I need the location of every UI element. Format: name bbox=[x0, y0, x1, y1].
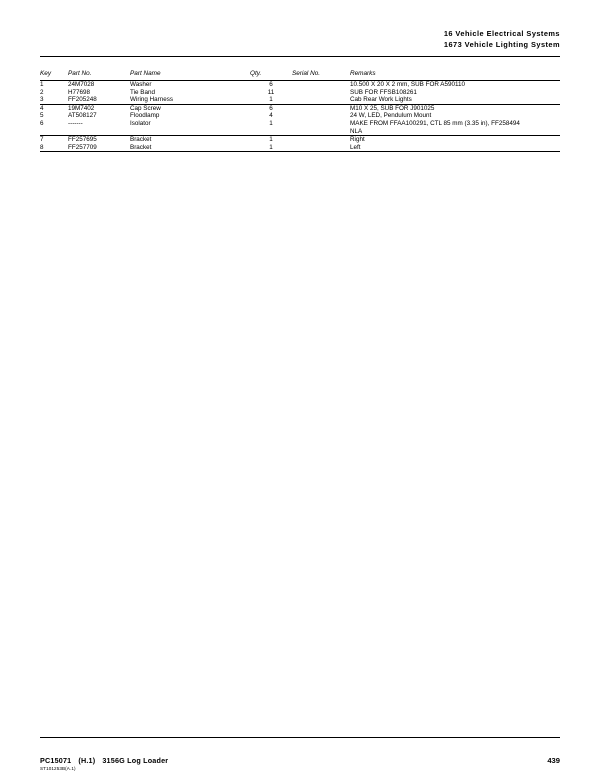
cell-remarks-line1: MAKE FROM FFAA100291, CTL 85 mm (3.35 in), FF258494 bbox=[350, 119, 520, 127]
footer-page-number: 439 bbox=[547, 756, 560, 765]
footer-manual-no: PC15071 bbox=[40, 756, 72, 765]
cell-serial-no bbox=[292, 144, 350, 152]
cell-remarks: 24 W, LED, Pendulum Mount bbox=[350, 112, 432, 120]
cell-key: 7 bbox=[40, 136, 44, 144]
cell-part-no: FF205248 bbox=[68, 96, 97, 104]
cell-part-no: FF257709 bbox=[68, 143, 97, 151]
table-row bbox=[40, 89, 560, 97]
column-header-serial-no: Serial No. bbox=[292, 70, 321, 77]
column-header-part-no: Part No. bbox=[68, 70, 92, 77]
cell-qty: 1 bbox=[269, 96, 273, 104]
cell-part-name: Wiring Harness bbox=[130, 96, 174, 104]
cell-qty: 1 bbox=[269, 119, 273, 127]
cell-serial-no bbox=[292, 105, 350, 113]
cell-part-name: Isolator bbox=[130, 119, 151, 127]
table-row bbox=[40, 112, 560, 120]
cell-part-name: Floodlamp bbox=[130, 112, 160, 120]
cell-qty: 6 bbox=[269, 81, 273, 88]
cell-remarks-line2: NLA bbox=[350, 127, 363, 135]
cell-part-name: Tie Band bbox=[130, 88, 155, 96]
cell-qty: 1 bbox=[269, 136, 273, 144]
table-row bbox=[40, 136, 560, 144]
footer-revision: (H.1) bbox=[78, 756, 96, 765]
table-header-row bbox=[40, 70, 560, 81]
cell-serial-no bbox=[292, 136, 350, 144]
table-row bbox=[40, 144, 560, 152]
cell-qty: 1 bbox=[269, 143, 273, 151]
cell-key: 2 bbox=[40, 88, 44, 96]
cell-key: 3 bbox=[40, 96, 44, 104]
table-bottom-rule bbox=[40, 152, 560, 153]
cell-part-no: 19M7402 bbox=[68, 104, 95, 112]
cell-remarks: Left bbox=[350, 143, 361, 151]
table-row bbox=[40, 105, 560, 113]
cell-remarks: Right bbox=[350, 136, 365, 144]
header-subsection: 1673 Vehicle Lighting System bbox=[443, 40, 560, 49]
cell-remarks: SUB FOR FFSB108261 bbox=[350, 88, 417, 96]
cell-qty: 11 bbox=[267, 88, 275, 96]
cell-qty: 4 bbox=[269, 112, 273, 120]
cell-remarks bbox=[350, 120, 560, 136]
cell-remarks: M10 X 25, SUB FOR J901025 bbox=[350, 104, 435, 112]
parts-table-body bbox=[40, 81, 560, 153]
page-header bbox=[444, 28, 560, 50]
cell-part-no: AT508127 bbox=[68, 112, 97, 120]
cell-serial-no bbox=[292, 120, 350, 136]
table-row bbox=[40, 96, 560, 104]
cell-key: 4 bbox=[40, 104, 44, 112]
footer-doc-info bbox=[40, 756, 168, 765]
cell-part-no: 24M7028 bbox=[68, 81, 95, 88]
table-row bbox=[40, 81, 560, 89]
cell-part-name: Bracket bbox=[130, 143, 152, 151]
parts-table-container bbox=[40, 70, 560, 152]
footer-doc-code: ST101253B(A.1) bbox=[40, 766, 76, 771]
cell-part-no: ------- bbox=[68, 119, 83, 127]
table-row bbox=[40, 120, 560, 136]
column-header-key: Key bbox=[40, 70, 52, 77]
column-header-remarks: Remarks bbox=[350, 70, 376, 77]
cell-key: 1 bbox=[40, 81, 44, 88]
cell-part-name: Washer bbox=[130, 81, 152, 88]
cell-remarks: Cab Rear Work Lights bbox=[350, 96, 412, 104]
cell-part-no: FF257695 bbox=[68, 136, 97, 144]
cell-qty: 6 bbox=[269, 104, 273, 112]
header-section: 16 Vehicle Electrical Systems bbox=[443, 29, 560, 38]
cell-serial-no bbox=[292, 96, 350, 104]
footer-divider bbox=[40, 737, 560, 738]
cell-key: 5 bbox=[40, 112, 44, 120]
cell-key: 6 bbox=[40, 119, 44, 127]
cell-part-no: H77698 bbox=[68, 88, 91, 96]
column-header-part-name: Part Name bbox=[130, 70, 161, 77]
header-divider bbox=[40, 56, 560, 57]
cell-serial-no bbox=[292, 89, 350, 97]
cell-serial-no bbox=[292, 81, 350, 89]
column-header-qty: Qty. bbox=[250, 70, 262, 77]
cell-part-name: Bracket bbox=[130, 136, 152, 144]
footer-model: 3156G Log Loader bbox=[102, 756, 169, 765]
cell-serial-no bbox=[292, 112, 350, 120]
parts-table bbox=[40, 70, 560, 152]
cell-part-name: Cap Screw bbox=[130, 104, 161, 112]
cell-remarks: 10.500 X 20 X 2 mm, SUB FOR A590110 bbox=[350, 81, 466, 88]
cell-key: 8 bbox=[40, 143, 44, 151]
